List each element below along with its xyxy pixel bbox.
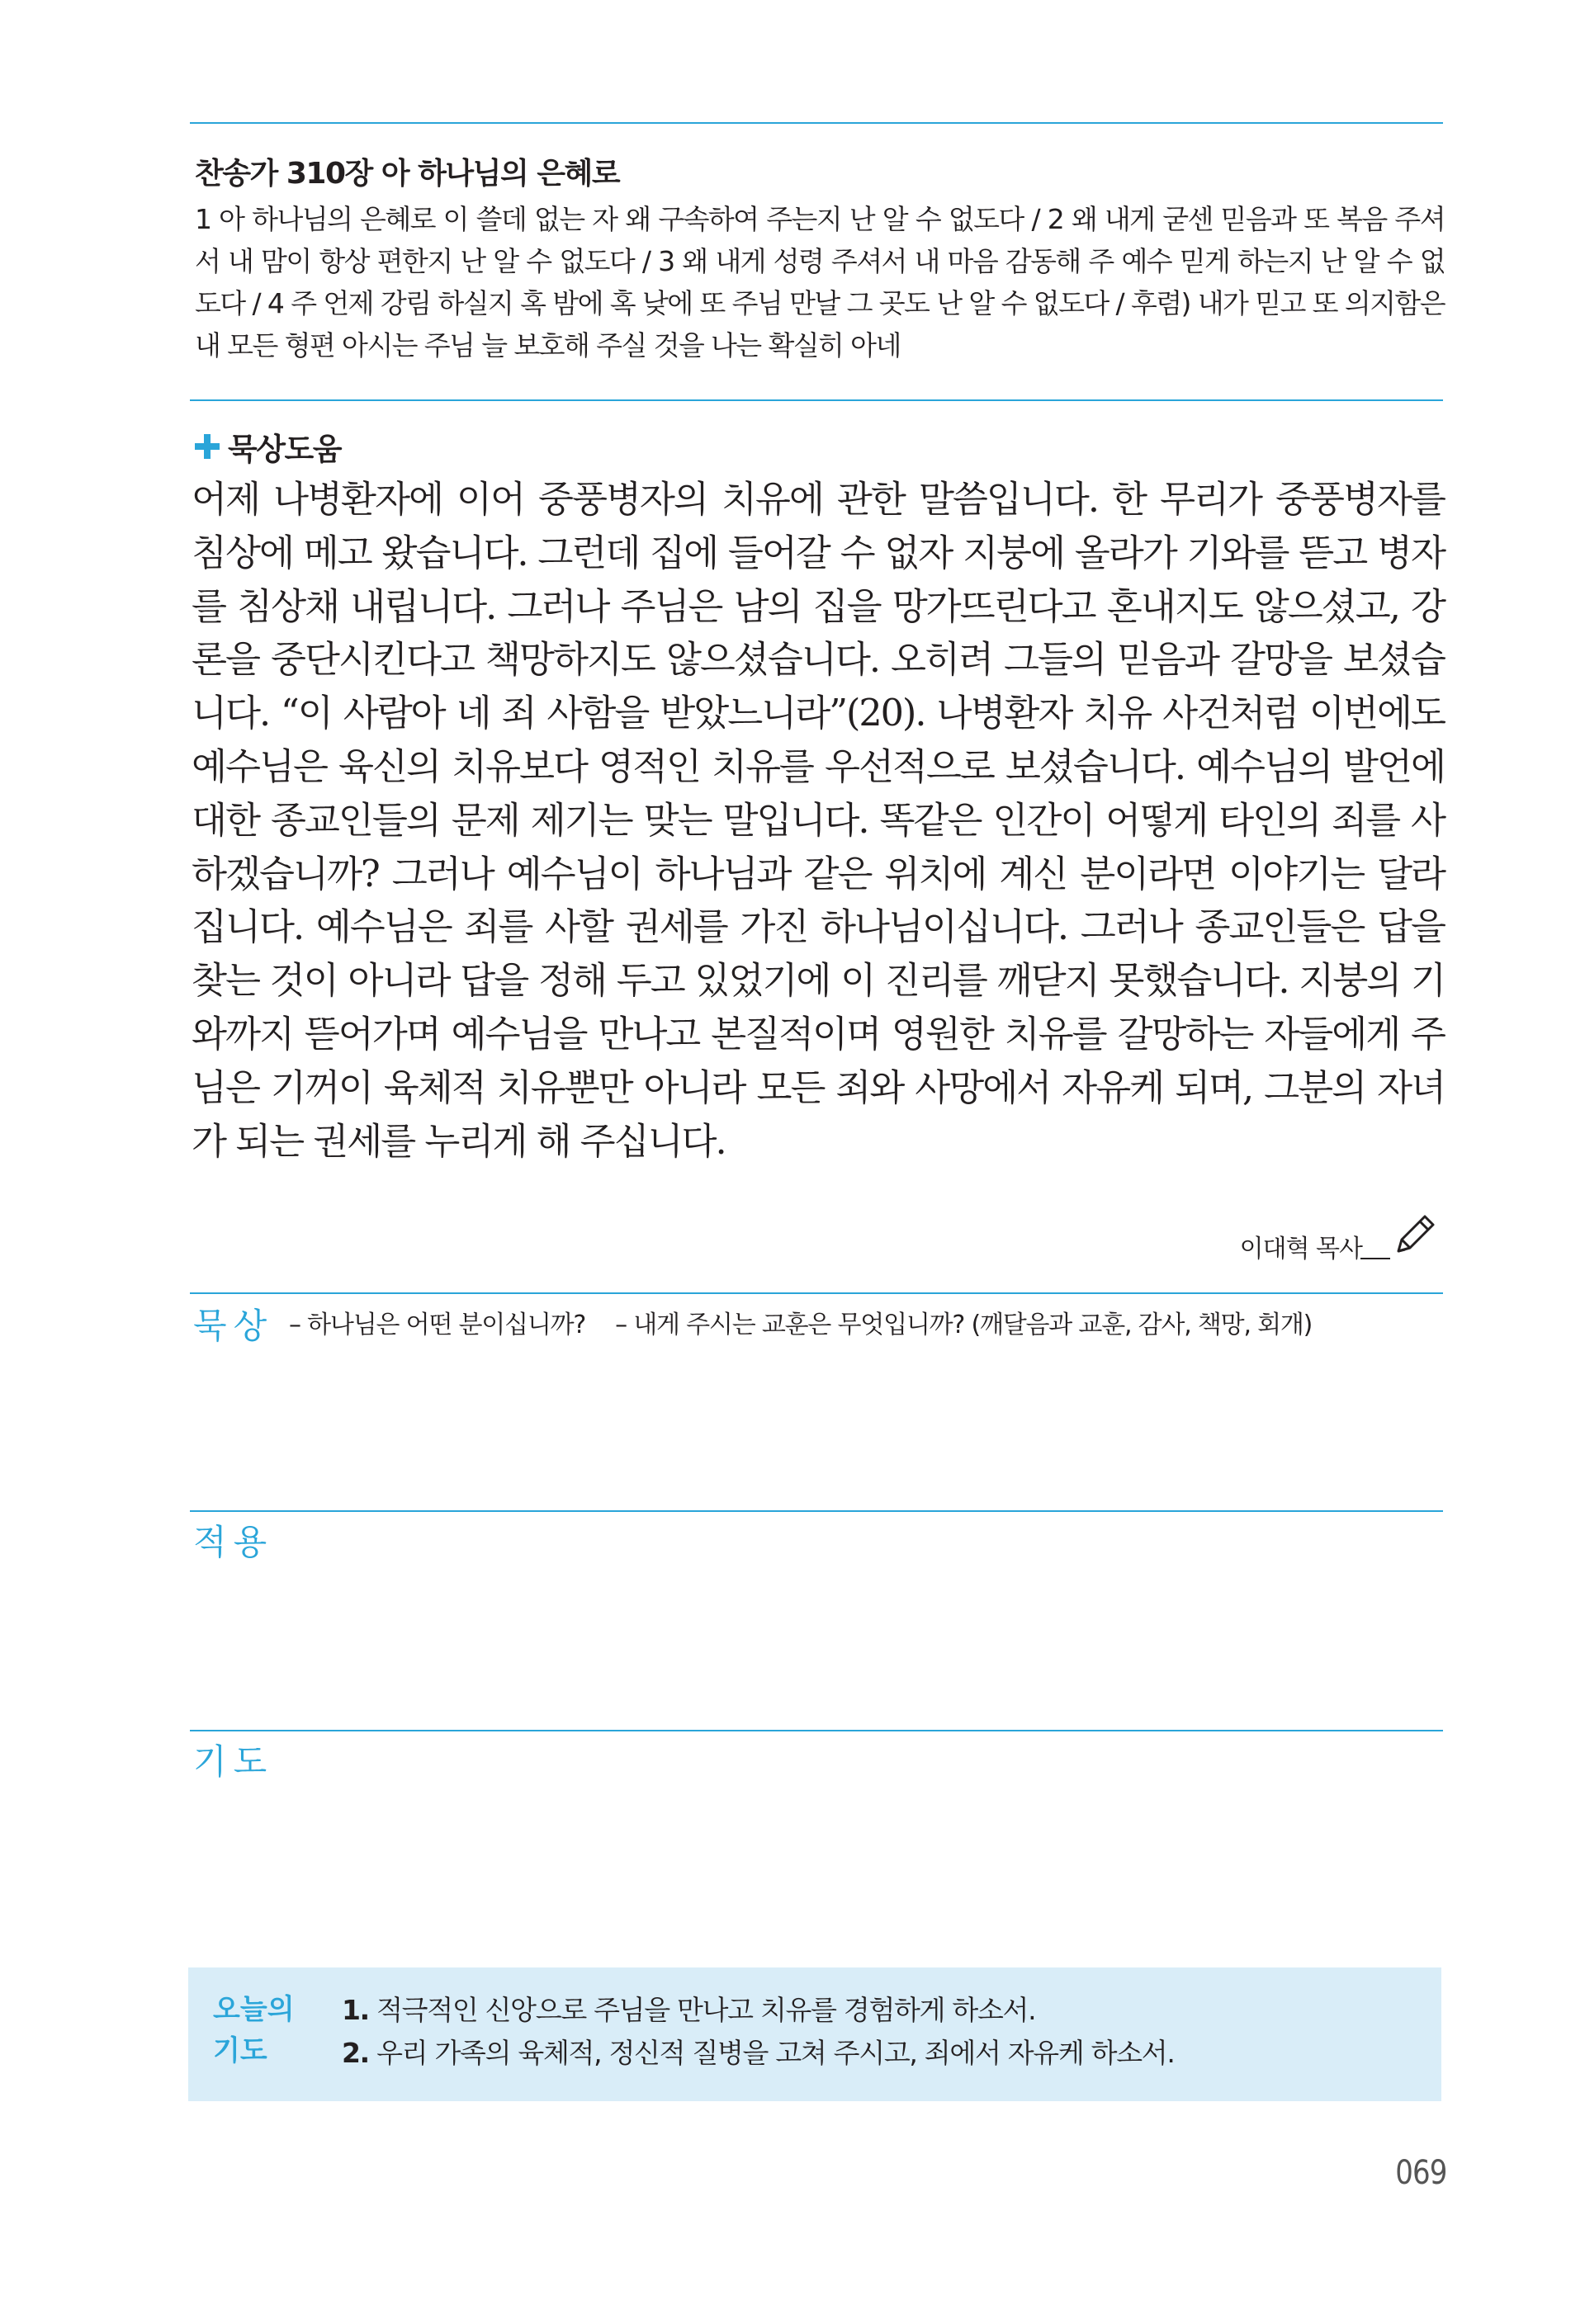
meditation-help-heading <box>195 424 341 469</box>
prayer-item-2-number: 2. <box>342 2037 369 2069</box>
meditation-question-1: – 하나님은 어떤 분이십니까? <box>289 1311 586 1339</box>
meditation-label: 묵상 <box>193 1306 274 1346</box>
signature-line <box>1360 1258 1390 1259</box>
plus-icon <box>195 434 220 459</box>
today-prayer-label-line2: 기도 <box>213 2034 267 2067</box>
prayer-item-1-text: 적극적인 신앙으로 주님을 만나고 치유를 경험하게 하소서. <box>368 1994 1036 2026</box>
prayer-item-2 <box>342 2032 1175 2075</box>
meditation-question-2: – 내게 주시는 교훈은 무엇입니까? (깨달음과 교훈, 감사, 책망, 회개) <box>615 1311 1313 1339</box>
pencil-icon <box>1387 1210 1440 1263</box>
prayer-item-1-number: 1. <box>342 1994 369 2026</box>
meditation-guide <box>289 1304 1312 1340</box>
prayer-item-1 <box>342 1989 1175 2032</box>
application-rule <box>190 1510 1443 1512</box>
hymn-bottom-rule <box>190 399 1443 401</box>
author-name: 이대혁 목사 <box>1239 1235 1362 1264</box>
prayer-rule <box>190 1730 1443 1731</box>
meditation-rule <box>190 1292 1443 1294</box>
prayer-label: 기도 <box>193 1741 274 1782</box>
today-prayer-items <box>342 1989 1175 2075</box>
page-number: 069 <box>1395 2154 1447 2192</box>
application-label: 적용 <box>193 1522 274 1562</box>
today-prayer-box <box>188 1967 1441 2101</box>
top-rule <box>190 122 1443 124</box>
hymn-lyrics: 1 아 하나님의 은혜로 이 쓸데 없는 자 왜 구속하여 주는지 난 알 수 없도다 / 2 왜 내게 굳센 믿음과 또 복음 주셔서 내 맘이 항상 편한지 난 알 수 없도다 / 3 왜 내게 성령 주셔서 내 마음 감동해 주 예수 믿게 하는지 난 알 수 없도다 / 4 주 언제 강림 하실지 혹 밤에 혹 낮에 또 주님 만날 그 곳도 난 알 수 없도다 / 후렴) 내가 믿고 또 의지함은 내 모든 형편 아시는 주님 늘 보호해 주실 것을 나는 확실히 아네 <box>195 203 1445 361</box>
meditation-help-title: 묵상도움 <box>228 432 341 467</box>
meditation-help-body: 어제 나병환자에 이어 중풍병자의 치유에 관한 말씀입니다. 한 무리가 중풍병자를 침상에 메고 왔습니다. 그런데 집에 들어갈 수 없자 지붕에 올라가 기와를 뜯고 병자를 침상채 내립니다. 그러나 주님은 남의 집을 망가뜨린다고 혼내지도 않으셨고, 강론을 중단시킨다고 책망하지도 않으셨습니다. 오히려 그들의 믿음과 갈망을 보셨습니다. “이 사람아 네 죄 사함을 받았느니라”(20). 나병환자 치유 사건처럼 이번에도 예수님은 육신의 치유보다 영적인 치유를 우선적으로 보셨습니다. 예수님의 발언에 대한 종교인들의 문제 제기는 맞는 말입니다. 똑같은 인간이 어떻게 타인의 죄를 사하겠습니까? 그러나 예수님이 하나님과 같은 위치에 계신 분이라면 이야기는 달라집니다. 예수님은 죄를 사할 권세를 가진 하나님이십니다. 그러나 종교인들은 답을 찾는 것이 아니라 답을 정해 두고 있었기에 이 진리를 깨닫지 못했습니다. 지붕의 기와까지 뜯어가며 예수님을 만나고 본질적이며 영원한 치유를 갈망하는 자들에게 주님은 기꺼이 육체적 치유뿐만 아니라 모든 죄와 사망에서 자유케 되며, 그분의 자녀가 되는 권세를 누리게 해 주십니다. <box>192 479 1445 1163</box>
prayer-item-2-text: 우리 가족의 육체적, 정신적 질병을 고쳐 주시고, 죄에서 자유케 하소서. <box>368 2037 1175 2069</box>
today-prayer-label-line1: 오늘의 <box>213 1993 295 2026</box>
hymn-title: 찬송가 310장 아 하나님의 은혜로 <box>195 157 620 191</box>
today-prayer-label <box>213 1989 304 2071</box>
